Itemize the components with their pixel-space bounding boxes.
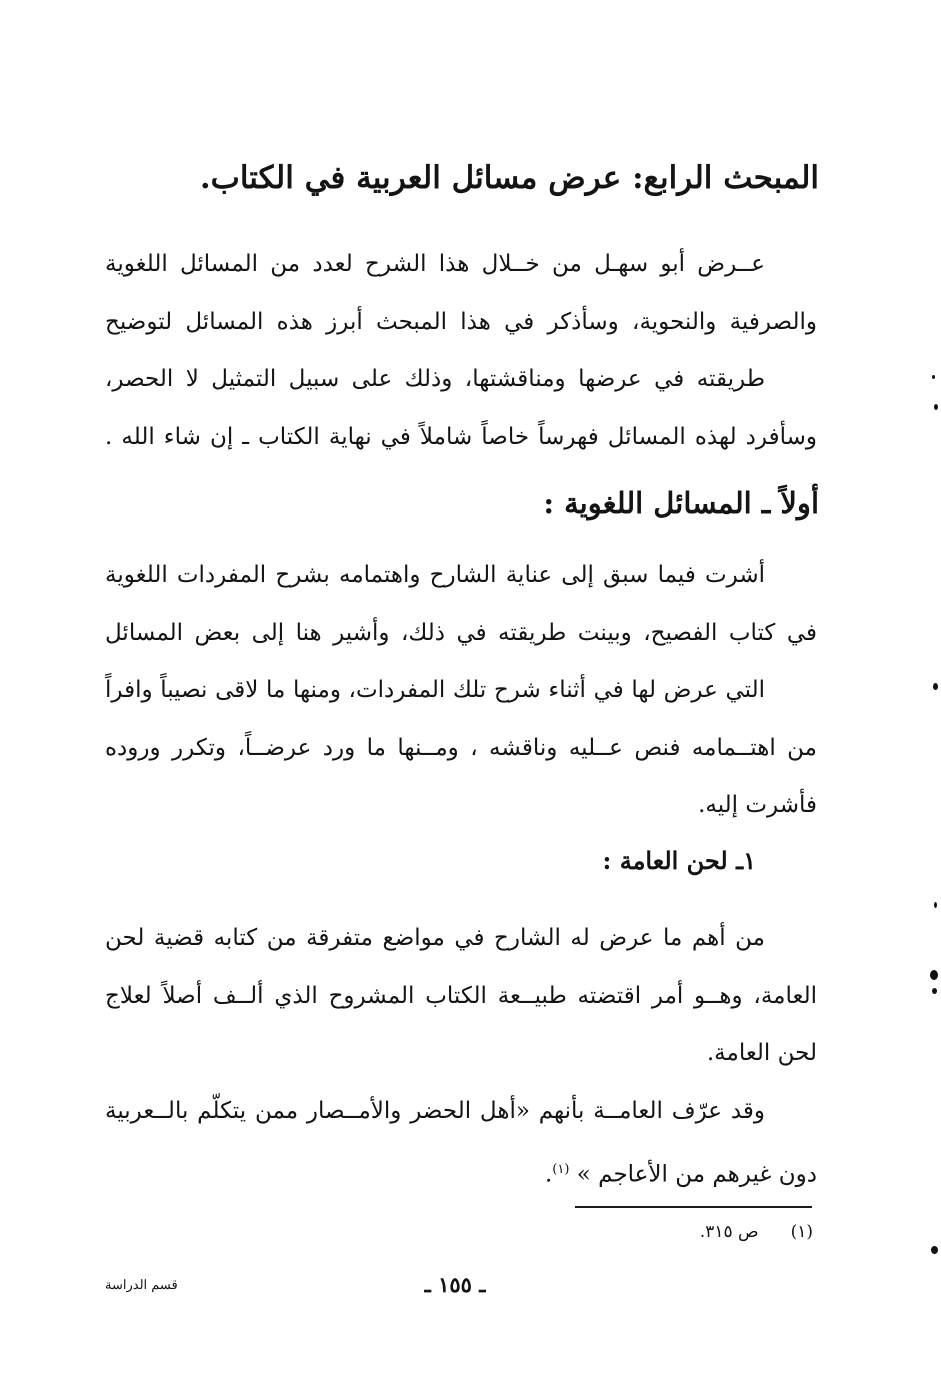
scan-speck xyxy=(932,375,935,379)
text-line: والصرفية والنحوية، وسأذكر في هذا المبحث أبرز هذه المسائل لتوضيح xyxy=(105,308,817,335)
scan-speck xyxy=(931,1246,938,1254)
footnote-text: ص ٣١٥. xyxy=(699,1222,759,1242)
footnote-reference[interactable]: (١) xyxy=(552,1161,570,1177)
text-line: في كتاب الفصيح، وبينت طريقته في ذلك، وأشير هنا إلى بعض المسائل xyxy=(105,619,817,646)
chapter-heading: المبحث الرابع: عرض مسائل العربية في الكتاب. xyxy=(199,160,819,196)
text-line: وسأفرد لهذه المسائل فهرساً خاصاً شاملاً في نهاية الكتاب ـ إن شاء الله . xyxy=(105,423,817,450)
paragraph-definition xyxy=(105,1083,817,1204)
text-line: أشرت فيما سبق إلى عناية الشارح واهتمامه بشرح المفردات اللغوية xyxy=(105,562,765,588)
footnote-divider xyxy=(575,1206,812,1208)
scan-speck xyxy=(934,404,938,410)
text-line-content: دون غيرهم من الأعاجم » xyxy=(576,1161,817,1188)
text-line: وقد عرّف العامــة بأنهم «أهل الحضر والأمــصار ممن يتكلّم بالــعربية xyxy=(105,1098,765,1124)
page-number: ـ ١٥٥ ـ xyxy=(424,1272,486,1297)
text-line: دون غيرهم من الأعاجم » $^{(١)}$. xyxy=(544,1161,817,1188)
text-line: من اهتــمامه فنص عــليه وناقشه ، ومــنها ما ورد عرضــاً، وتكرر وروده xyxy=(105,734,817,761)
text-line: لحن العامة. xyxy=(706,1040,817,1066)
scan-speck xyxy=(932,988,937,994)
scan-speck xyxy=(930,970,938,980)
text-line: العامة، وهــو أمر اقتضته طبيــعة الكتاب المشروح الذي ألــف أصلاً لعلاج xyxy=(105,982,817,1009)
text-line: من أهم ما عرض له الشارح في مواضع متفرقة من كتابه قضية لحن xyxy=(105,925,765,951)
footnote-number: (١) xyxy=(790,1222,813,1242)
text-line: التي عرض لها في أثناء شرح تلك المفردات، ومنها ما لاقى نصيباً وافراً xyxy=(105,677,765,703)
paragraph-intro xyxy=(105,236,817,466)
text-line: فأشرت إليه. xyxy=(698,792,817,818)
paragraph-common-errors xyxy=(105,910,817,1083)
subsection-heading: ١ـ لحن العامة : xyxy=(602,846,756,875)
scan-speck xyxy=(933,683,938,690)
text-line: عــرض أبو سهـل من خــلال هذا الشرح لعدد من المسائل اللغوية xyxy=(105,251,765,277)
text-line: طريقته في عرضها ومناقشتها، وذلك على سبيل التمثيل لا الحصر، xyxy=(105,366,765,392)
footnote xyxy=(700,1222,813,1242)
paragraph-linguistic-issues xyxy=(105,547,817,835)
section-label: قسم الدراسة xyxy=(105,1278,178,1293)
scan-speck xyxy=(934,902,937,908)
section-heading: أولاً ـ المسائل اللغوية : xyxy=(543,486,819,520)
